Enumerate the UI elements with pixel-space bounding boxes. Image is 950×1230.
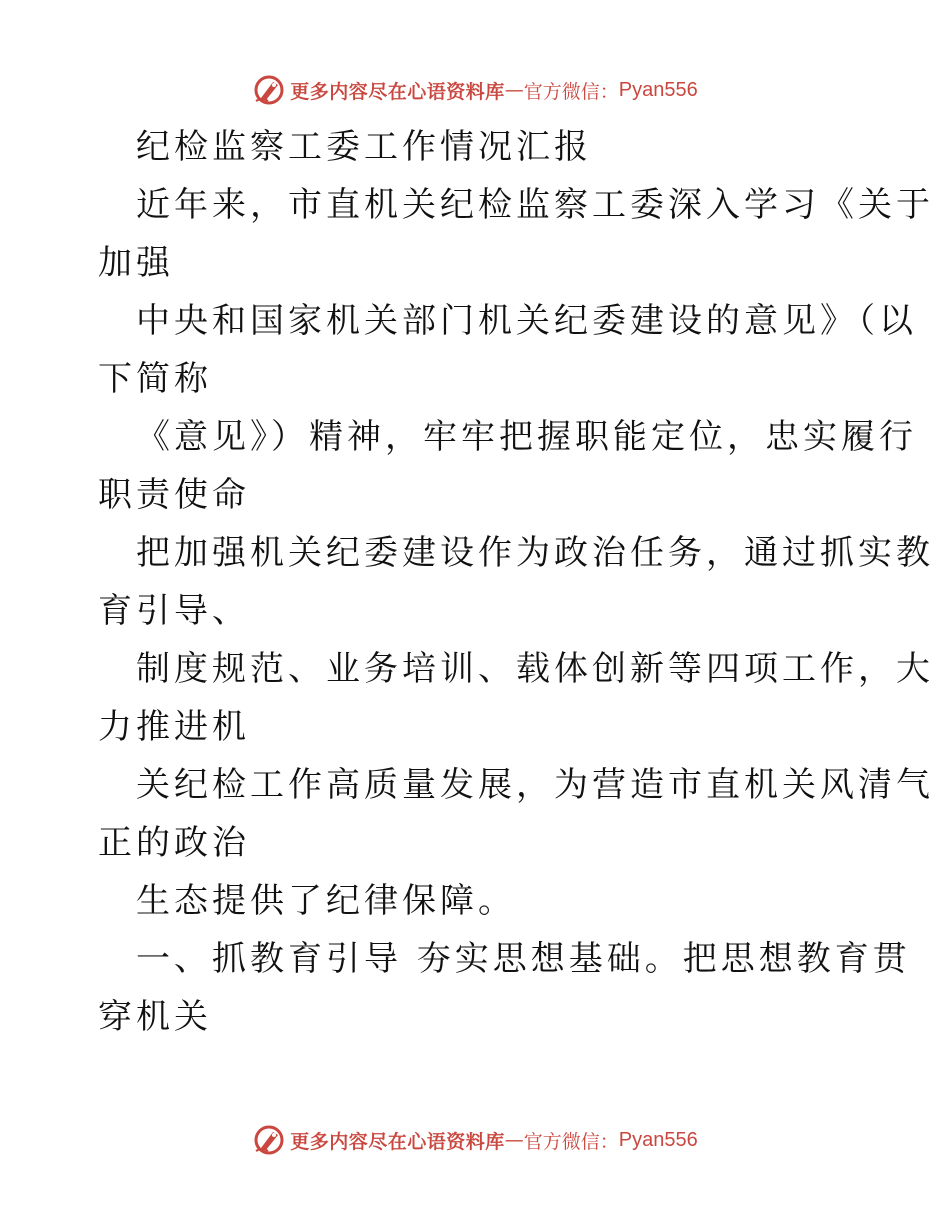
document-line: 下简称 (98, 359, 212, 399)
watermark-site-text: 更多内容尽在心语资料库 (290, 1130, 505, 1153)
document-line: 关纪检工作高质量发展，为营造市直机关风清气 (136, 765, 934, 805)
watermark-wechat-label: 官方微信： (523, 80, 619, 103)
watermark-site-text: 更多内容尽在心语资料库 (290, 80, 505, 103)
document-line: 加强 (98, 243, 174, 283)
watermark-wechat-id: Pyan556 (618, 78, 698, 101)
document-line: 职责使命 (98, 475, 250, 515)
header-watermark (0, 70, 950, 110)
watermark-wechat-id: Pyan556 (618, 1128, 698, 1151)
document-line: 穿机关 (98, 997, 212, 1037)
footer-watermark (0, 1120, 950, 1160)
watermark-separator: — (504, 1129, 524, 1151)
document-line: 生态提供了纪律保障。 (136, 881, 516, 921)
document-body (98, 118, 934, 1046)
section-heading-line: 一、抓教育引导 夯实思想基础。把思想教育贯 (136, 939, 911, 979)
document-line: 力推进机 (98, 707, 250, 747)
pen-nib-icon (252, 1123, 286, 1157)
document-line: 正的政治 (98, 823, 250, 863)
watermark-separator: — (504, 79, 524, 101)
document-title: 纪检监察工委工作情况汇报 (136, 127, 592, 167)
document-line: 中央和国家机关部门机关纪委建设的意见》（以 (136, 301, 917, 341)
document-line: 把加强机关纪委建设作为政治任务，通过抓实教 (136, 533, 934, 573)
document-line: 育引导、 (98, 591, 250, 631)
document-line: 制度规范、业务培训、载体创新等四项工作，大 (136, 649, 934, 689)
watermark-wechat-label: 官方微信： (523, 1130, 619, 1153)
document-line: 近年来，市直机关纪检监察工委深入学习《关于 (136, 185, 934, 225)
pen-nib-icon (252, 73, 286, 107)
document-line: 《意见》）精神，牢牢把握职能定位，忠实履行 (136, 417, 917, 457)
